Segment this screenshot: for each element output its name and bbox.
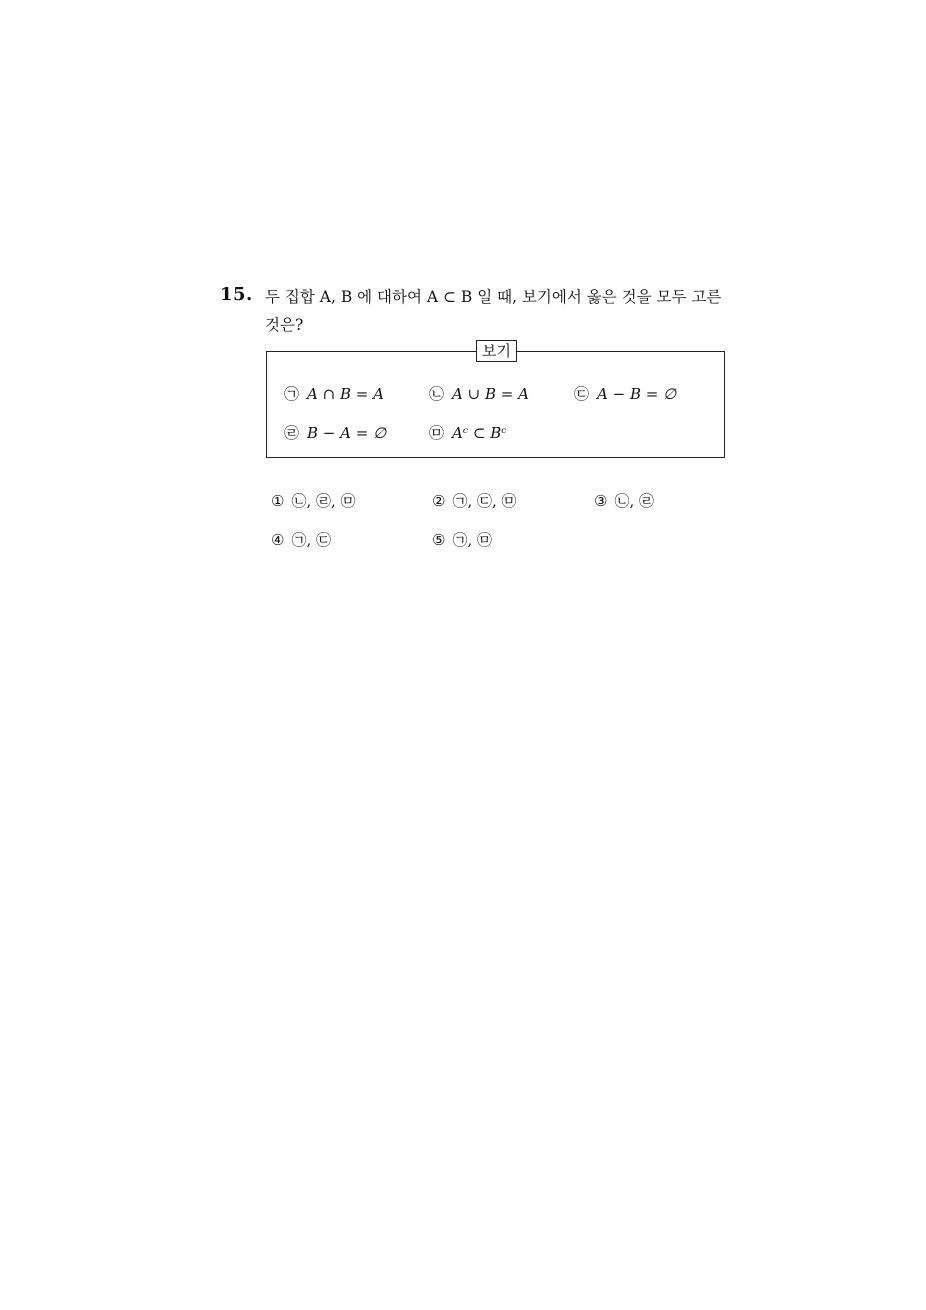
choice-number: ⑤ <box>432 531 446 549</box>
choice-number: ④ <box>271 531 285 549</box>
choice-text: ㉠, ㉢, ㉤ <box>452 492 517 510</box>
bogi-item-1 <box>284 384 384 404</box>
answer-choice-1[interactable] <box>271 491 356 511</box>
choice-text: ㉡, ㉣ <box>614 492 654 510</box>
bogi-item-marker: ㉣ <box>284 424 300 442</box>
bogi-item-marker: ㉢ <box>574 385 590 403</box>
answer-choice-5[interactable] <box>432 530 492 550</box>
choice-number: ③ <box>594 492 608 510</box>
answer-choice-3[interactable] <box>594 491 654 511</box>
question-number: 15. <box>220 284 253 305</box>
bogi-title: 보기 <box>476 340 517 362</box>
bogi-item-expression: Aᶜ ⊂ Bᶜ <box>452 424 507 442</box>
bogi-item-expression: B − A = ∅ <box>307 424 387 442</box>
question-text-line-2: 것은? <box>265 316 304 334</box>
choice-text: ㉠, ㉤ <box>452 531 492 549</box>
bogi-item-expression: A − B = ∅ <box>597 385 677 403</box>
bogi-item-marker: ㉠ <box>284 385 300 403</box>
bogi-item-expression: A ∪ B = A <box>452 385 529 403</box>
answer-choice-4[interactable] <box>271 530 331 550</box>
choice-number: ② <box>432 492 446 510</box>
bogi-item-5 <box>429 423 507 443</box>
bogi-item-marker: ㉤ <box>429 424 445 442</box>
choice-number: ① <box>271 492 285 510</box>
choice-text: ㉡, ㉣, ㉤ <box>291 492 356 510</box>
bogi-item-marker: ㉡ <box>429 385 445 403</box>
question-text-line-1: 두 집합 A, B 에 대하여 A ⊂ B 일 때, 보기에서 옳은 것을 모두 고른 <box>265 288 722 306</box>
choice-text: ㉠, ㉢ <box>291 531 331 549</box>
bogi-item-3 <box>574 384 676 404</box>
answer-choice-2[interactable] <box>432 491 517 511</box>
bogi-item-2 <box>429 384 529 404</box>
bogi-item-4 <box>284 423 386 443</box>
bogi-item-expression: A ∩ B = A <box>307 385 384 403</box>
